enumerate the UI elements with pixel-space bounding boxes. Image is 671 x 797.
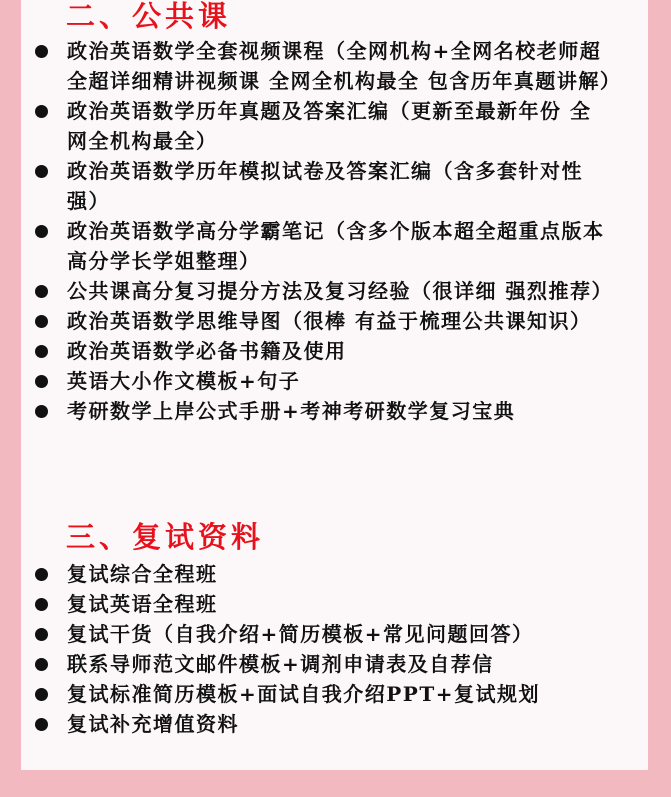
list-item <box>21 589 612 619</box>
bullet-icon <box>35 225 48 238</box>
list-item <box>21 709 612 739</box>
list-item-text: 联系导师范文邮件模板+调剂申请表及自荐信 <box>67 652 494 676</box>
list-item-text: 政治英语数学历年真题及答案汇编（更新至最新年份 全网全机构最全） <box>67 99 592 153</box>
list-item <box>21 366 612 396</box>
public-courses-list <box>21 36 622 426</box>
bullet-icon <box>35 315 48 328</box>
list-item-text: 复试英语全程班 <box>67 592 218 616</box>
section-title-public-courses: 二、公共课 <box>66 0 232 33</box>
list-item <box>21 216 612 276</box>
list-item-text: 复试补充增值资料 <box>67 712 239 736</box>
bullet-icon <box>35 345 48 358</box>
list-item-text: 复试干货（自我介绍+简历模板+常见问题回答） <box>67 622 534 646</box>
list-item-text: 政治英语数学必备书籍及使用 <box>67 339 347 363</box>
content-panel <box>21 0 648 770</box>
list-item <box>21 396 612 426</box>
list-item <box>21 96 612 156</box>
list-item-text: 复试综合全程班 <box>67 562 218 586</box>
list-item <box>21 306 612 336</box>
list-item-text: 考研数学上岸公式手册+考神考研数学复习宝典 <box>67 399 516 423</box>
retest-materials-list <box>21 559 612 739</box>
bullet-icon <box>35 658 48 671</box>
list-item <box>21 649 612 679</box>
bullet-icon <box>35 405 48 418</box>
list-item <box>21 276 612 306</box>
list-item-text: 政治英语数学高分学霸笔记（含多个版本超全超重点版本 高分学长学姐整理） <box>67 219 605 273</box>
bullet-icon <box>35 718 48 731</box>
bullet-icon <box>35 568 48 581</box>
bullet-icon <box>35 628 48 641</box>
bullet-icon <box>35 105 48 118</box>
bullet-icon <box>35 45 48 58</box>
list-item <box>21 336 612 366</box>
list-item-text: 复试标准简历模板+面试自我介绍PPT+复试规划 <box>67 682 540 706</box>
bullet-icon <box>35 688 48 701</box>
list-item-text: 政治英语数学历年模拟试卷及答案汇编（含多套针对性强） <box>67 159 583 213</box>
list-item <box>21 679 612 709</box>
bullet-icon <box>35 375 48 388</box>
section-title-retest-materials: 三、复试资料 <box>66 520 265 554</box>
bullet-icon <box>35 165 48 178</box>
list-item-text: 英语大小作文模板+句子 <box>67 369 301 393</box>
list-item <box>21 156 612 216</box>
list-item <box>21 36 622 96</box>
list-item-text: 政治英语数学全套视频课程（全网机构+全网名校老师超全超详细精讲视频课 全网全机构最全 包含历年真题讲解） <box>67 39 622 93</box>
bullet-icon <box>35 598 48 611</box>
list-item-text: 政治英语数学思维导图（很棒 有益于梳理公共课知识） <box>67 309 592 333</box>
bullet-icon <box>35 285 48 298</box>
list-item <box>21 559 612 589</box>
list-item-text: 公共课高分复习提分方法及复习经验（很详细 强烈推荐） <box>67 279 613 303</box>
list-item <box>21 619 612 649</box>
